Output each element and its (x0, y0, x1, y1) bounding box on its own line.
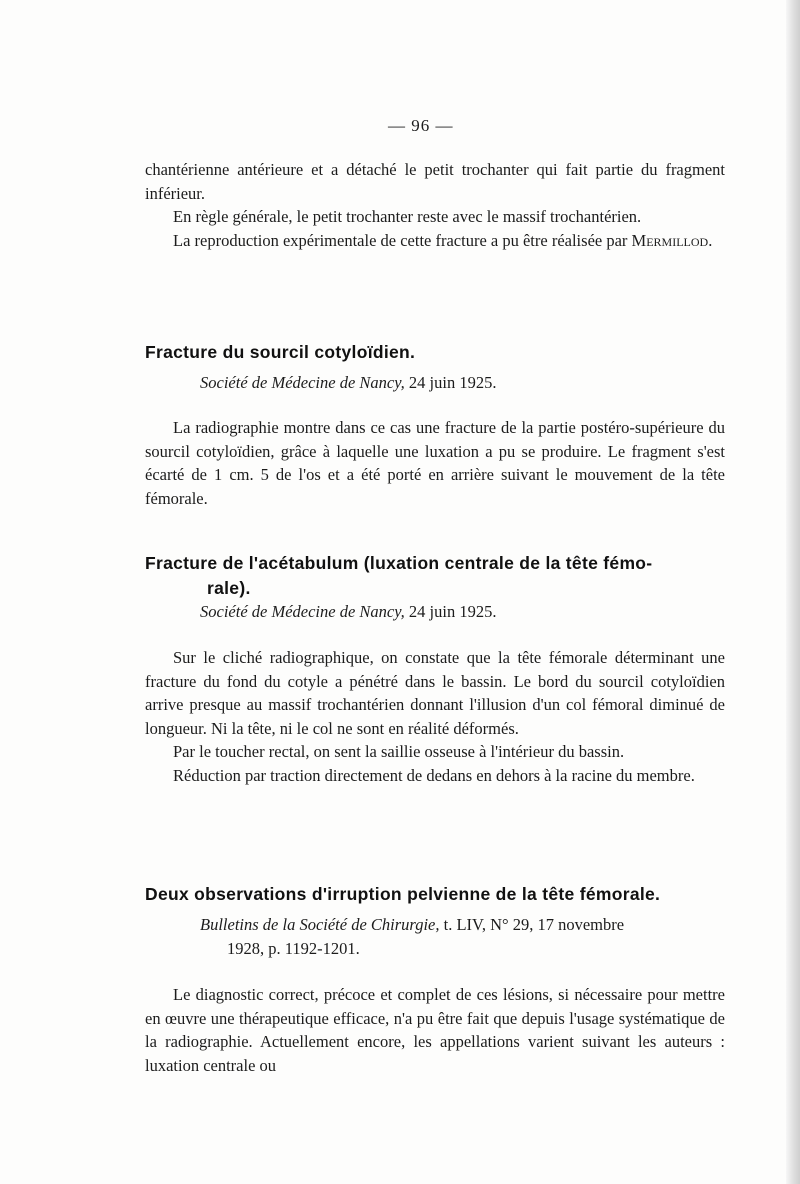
intro-paragraph-1: chantérienne antérieure et a détaché le petit trochanter qui fait partie du fragment inférieur. (145, 160, 725, 203)
intro-paragraph-2: En règle générale, le petit trochanter reste avec le massif trochantérien. (173, 207, 642, 226)
section-body-sourcil (145, 416, 725, 510)
body-paragraph-3: Réduction par traction directement de dedans en dehors à la racine du membre. (173, 765, 695, 785)
body-paragraph: La radiographie montre dans ce cas une fracture de la partie postéro-supérieure du sourcil cotyloïdien, grâce à laquelle une luxation a pu se produire. Le fragment s'est écarté de 1 cm. 5 de l'os et a été porté en arrière suivant le mouvement de la tête fémorale. (145, 418, 725, 508)
page-edge-shadow (786, 0, 800, 1184)
intro-paragraph-3 (145, 229, 725, 253)
section-source-irruption (200, 913, 730, 960)
page-number: — 96 — (388, 116, 454, 135)
section-source-sourcil (200, 371, 496, 395)
section-heading-irruption: Deux observations d'irruption pelvienne de la tête fémorale. (145, 884, 661, 904)
section-heading-acetabulum (145, 551, 730, 601)
source-society: Société de Médecine de Nancy, (200, 373, 405, 392)
source-society: Société de Médecine de Nancy, (200, 602, 405, 621)
section-heading-sourcil: Fracture du sourcil cotyloïdien. (145, 342, 416, 362)
author-name: Mermillod (631, 230, 709, 250)
body-paragraph: Le diagnostic correct, précoce et complet de ces lésions, si nécessaire pour mettre en œuvre une thérapeutique efficace, n'a pu être fait que depuis l'usage systématique de la radiographie. Actuellement encore, les appellations varient suivant les auteurs : luxation centrale ou (145, 985, 725, 1075)
source-reference-line-2: 1928, p. 1192-1201. (227, 938, 360, 958)
heading-line-1: Fracture de l'acétabulum (luxation centrale de la tête fémo- (145, 553, 653, 573)
source-date: 24 juin 1925. (408, 602, 497, 621)
heading-line-2: rale). (207, 578, 251, 598)
source-reference-line-1: t. LIV, N° 29, 17 novembre (443, 915, 625, 934)
body-paragraph-2: Par le toucher rectal, on sent la saillie osseuse à l'intérieur du bassin. (173, 742, 625, 761)
section-body-acetabulum (145, 646, 725, 787)
intro-paragraph-3-end: . (708, 230, 713, 250)
intro-paragraph-3-text: La reproduction expérimentale de cette fracture a pu être réalisée par (173, 230, 628, 250)
source-society: Bulletins de la Société de Chirurgie, (200, 915, 440, 934)
intro-block (145, 158, 725, 252)
section-source-acetabulum (200, 600, 496, 624)
source-date: 24 juin 1925. (408, 373, 497, 392)
section-body-irruption (145, 983, 725, 1077)
body-paragraph-1: Sur le cliché radiographique, on constate que la tête fémorale déterminant une fracture du fond du cotyle a pénétré dans le bassin. Le bord du sourcil cotyloïdien arrive presque au massif trochantérien donnant l'illusion d'un col fémoral diminué de longueur. Ni la tête, ni le col ne sont en réalité déformés. (145, 648, 725, 738)
